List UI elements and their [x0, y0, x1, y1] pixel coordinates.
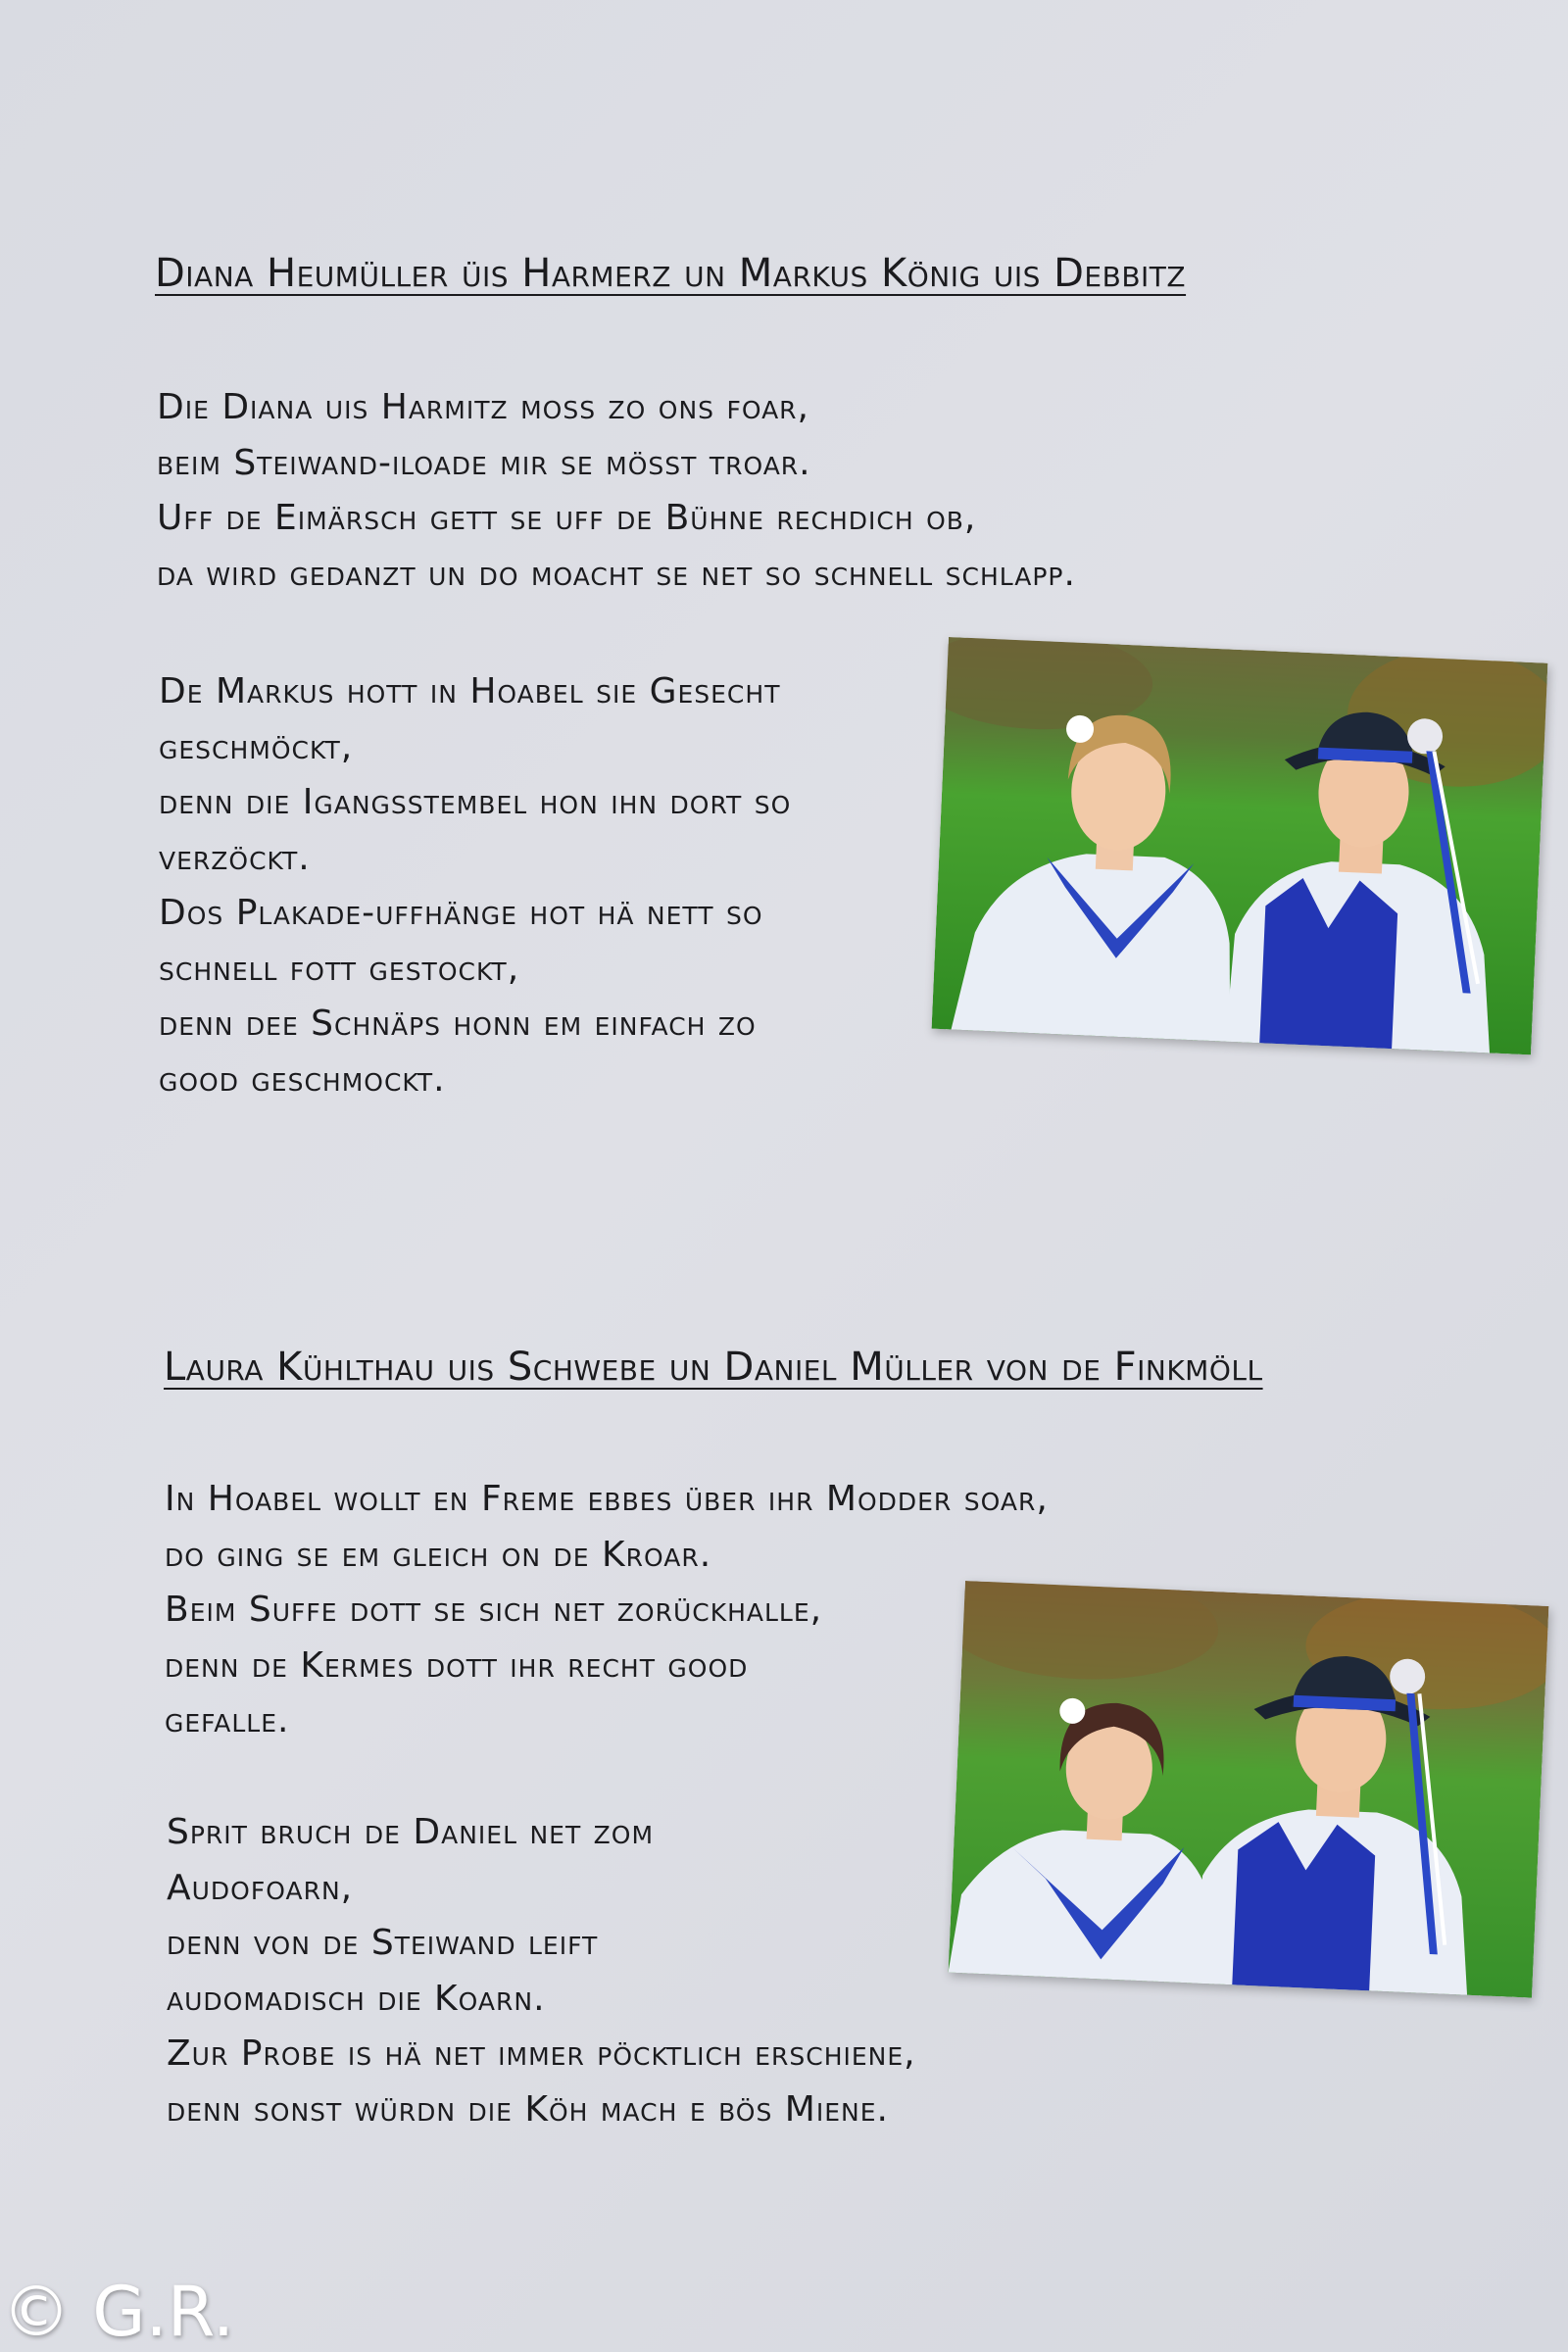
- verse-line: gefalle.: [165, 1700, 290, 1740]
- verse-line: In Hoabel wollt en Freme ebbes über ihr Modder soar,: [165, 1479, 1049, 1519]
- copyright-watermark: © G.R.: [2, 2272, 235, 2352]
- verse-line: schnell fott gestockt,: [159, 948, 520, 989]
- couple-photo-1: [932, 637, 1548, 1054]
- verse-line: Die Diana uis Harmitz moss zo ons foar,: [157, 387, 809, 427]
- section2-heading: Laura Kühlthau uis Schwebe un Daniel Müller von de Finkmöll: [164, 1345, 1263, 1390]
- verse-line: De Markus hott in Hoabel sie Gesecht: [159, 671, 781, 711]
- section1-heading: Diana Heumüller üis Harmerz un Markus König uis Debbitz: [155, 251, 1187, 296]
- verse-line: Dos Plakade-uffhänge hot hä nett so: [159, 893, 763, 933]
- verse-line: denn die Igangsstembel hon ihn dort so: [159, 782, 792, 822]
- verse-line: Sprit bruch de Daniel net zom: [167, 1812, 655, 1852]
- verse-line: geschmöckt,: [159, 726, 354, 767]
- section1-stanza2: [159, 664, 791, 1107]
- verse-line: audomadisch die Koarn.: [167, 1978, 546, 2019]
- couple-photo-2: [949, 1581, 1549, 1998]
- verse-line: beim Steiwand-iloade mir se mösst troar.: [157, 442, 811, 483]
- verse-line: da wird gedanzt un do moacht se net so schnell schlapp.: [157, 553, 1076, 594]
- verse-line: good geschmockt.: [159, 1058, 446, 1100]
- section2-stanza2: [167, 1805, 916, 2137]
- verse-line: do ging se em gleich on de Kroar.: [165, 1534, 712, 1575]
- verse-line: Audofoarn,: [167, 1867, 354, 1908]
- section2-stanza1: [165, 1472, 1049, 1749]
- verse-line: denn sonst würdn die Köh mach e bös Miene.: [167, 2088, 889, 2130]
- section1-stanza1: [157, 380, 1076, 602]
- verse-line: denn dee Schnäps honn em einfach zo: [159, 1004, 757, 1044]
- verse-line: denn de Kermes dott ihr recht good: [165, 1644, 749, 1686]
- verse-line: Beim Suffe dott se sich net zorückhalle,: [165, 1590, 823, 1630]
- verse-line: verzöckt.: [159, 837, 311, 878]
- verse-line: Zur Probe is hä net immer pöcktlich erschiene,: [167, 2034, 916, 2074]
- verse-line: denn von de Steiwand leift: [167, 1923, 599, 1963]
- verse-line: Uff de Eimärsch gett se uff de Bühne rechdich ob,: [157, 498, 977, 538]
